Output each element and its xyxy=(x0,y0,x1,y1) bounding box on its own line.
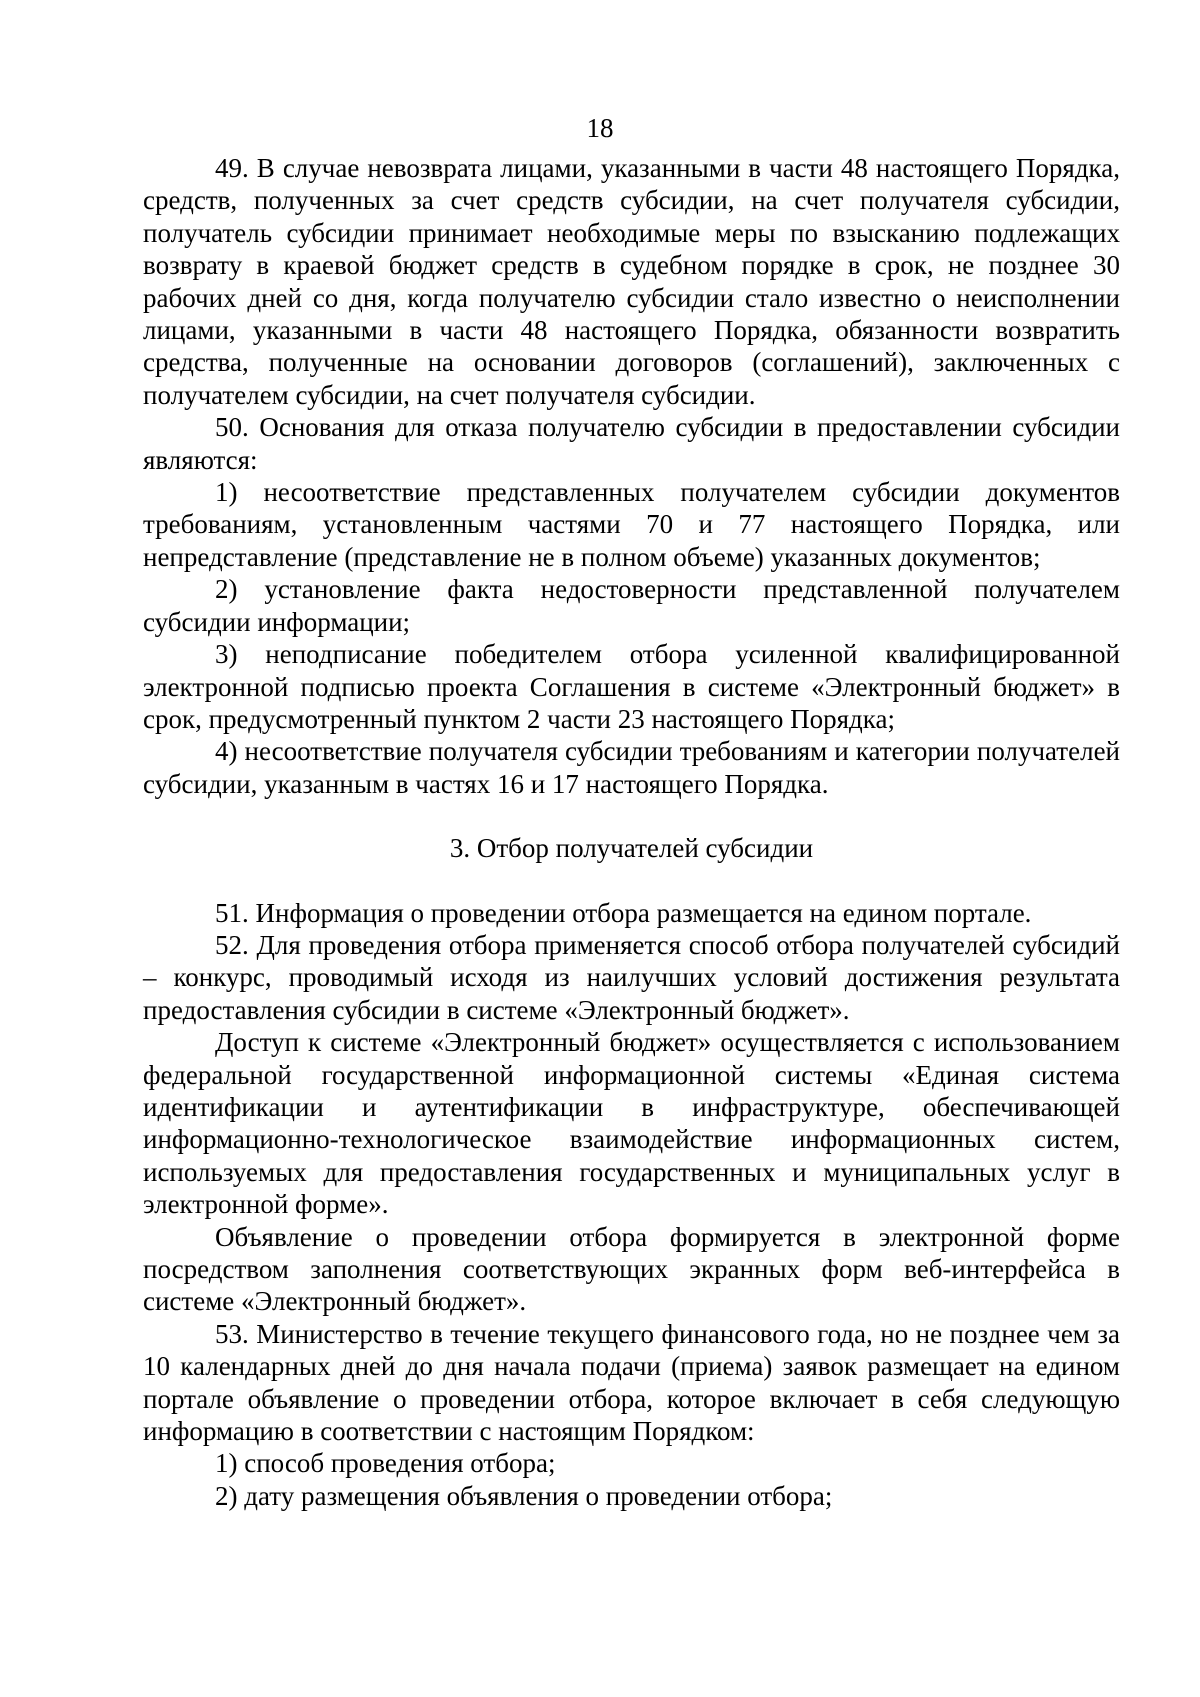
paragraph-52-access: Доступ к системе «Электронный бюджет» осуществляется с использованием федеральной государственной информационной системы «Единая система идентификации и аутентификации в инфраструктуре, обеспечивающей информационно-технологическое взаимодействие информационных систем, используемых для предоставления государственных и муниципальных услуг в электронной форме». xyxy=(143,1027,1120,1220)
page-number: 18 xyxy=(586,113,614,143)
paragraph-53: 53. Министерство в течение текущего финансового года, но не позднее чем за 10 календарных дней до дня начала подачи (приема) заявок размещает на едином портале объявление о проведении отбора, которое включает в себя следующую информацию в соответствии с настоящим Порядком: xyxy=(143,1318,1120,1447)
paragraph-53-item-2: 2) дату размещения объявления о проведении отбора; xyxy=(215,1480,833,1511)
paragraph-51: 51. Информация о проведении отбора размещается на едином портале. xyxy=(215,897,1032,928)
paragraph-53-item-1: 1) способ проведения отбора; xyxy=(215,1448,556,1479)
paragraph-50-item-2: 2) установление факта недостоверности представленной получателем субсидии информации; xyxy=(143,574,1120,637)
document-body xyxy=(143,152,1120,1512)
section-heading: 3. Отбор получателей субсидии xyxy=(449,833,814,864)
paragraph-52-announcement: Объявление о проведении отбора формируется в электронной форме посредством заполнения соответствующих экранных форм веб-интерфейса в системе «Электронный бюджет». xyxy=(143,1221,1120,1317)
paragraph-50: 50. Основания для отказа получателю субсидии в предоставлении субсидии являются: xyxy=(143,412,1120,475)
paragraph-49: 49. В случае невозврата лицами, указанными в части 48 настоящего Порядка, средств, полученных за счет средств субсидии, на счет получателя субсидии, получатель субсидии принимает необходимые меры по взысканию подлежащих возврату в краевой бюджет средств в судебном порядке в срок, не позднее 30 рабочих дней со дня, когда получателю субсидии стало известно о неисполнении лицами, указанными в части 48 настоящего Порядка, обязанности возвратить средства, полученные на основании договоров (соглашений), заключенных с получателем субсидии, на счет получателя субсидии. xyxy=(143,153,1120,410)
paragraph-52: 52. Для проведения отбора применяется способ отбора получателей субсидий – конкурс, проводимый исходя из наилучших условий достижения результата предоставления субсидии в системе «Электронный бюджет». xyxy=(143,929,1120,1025)
paragraph-50-item-1: 1) несоответствие представленных получателем субсидии документов требованиям, установленным частями 70 и 77 настоящего Порядка, или непредставление (представление не в полном объеме) указанных документов; xyxy=(143,477,1120,572)
paragraph-50-item-4: 4) несоответствие получателя субсидии требованиям и категории получателей субсидии, указанным в частях 16 и 17 настоящего Порядка. xyxy=(143,736,1120,799)
paragraph-50-item-3: 3) неподписание победителем отбора усиленной квалифицированной электронной подписью проекта Соглашения в системе «Электронный бюджет» в срок, предусмотренный пунктом 2 части 23 настоящего Порядка; xyxy=(143,639,1120,734)
